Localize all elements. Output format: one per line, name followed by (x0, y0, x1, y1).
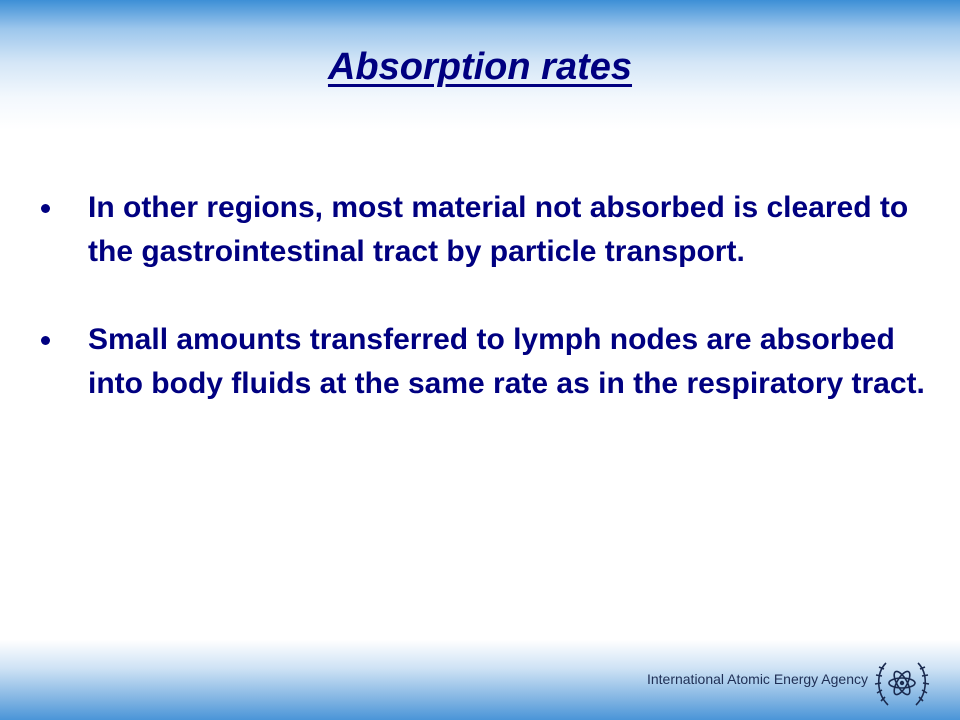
footer-organization: International Atomic Energy Agency (646, 671, 868, 687)
bullet-item (38, 186, 938, 274)
bullet-text: In other regions, most material not absorbed is cleared to the gastrointestinal tract by particle transport. (88, 191, 909, 268)
iaea-logo-icon (872, 655, 932, 711)
bullet-dot-icon (41, 204, 50, 213)
bullet-item (38, 318, 938, 406)
bullet-list (38, 186, 938, 450)
bullet-text: Small amounts transferred to lymph nodes are absorbed into body fluids at the same rate as in the respiratory tract. (88, 323, 925, 400)
bullet-dot-icon (41, 336, 50, 345)
slide-title: Absorption rates (327, 46, 633, 88)
